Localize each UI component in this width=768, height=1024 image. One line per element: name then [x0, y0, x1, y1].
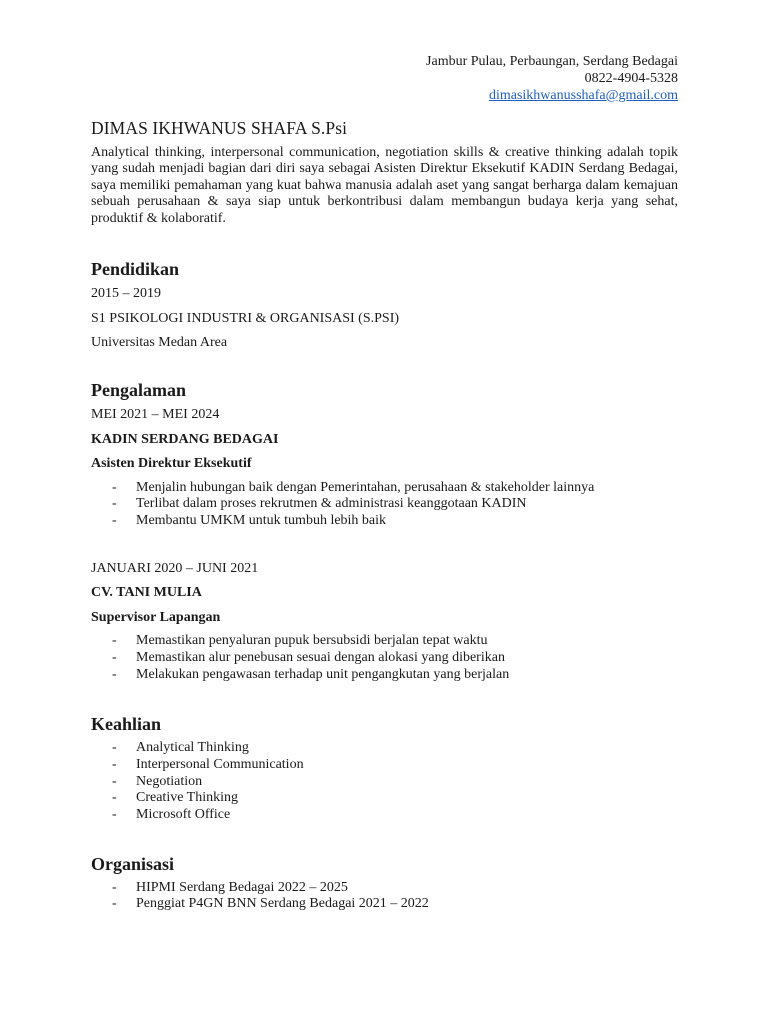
profile-summary: Analytical thinking, interpersonal communication, negotiation skills & creative thinking adalah topik yang sudah menjadi bagian dari diri saya sebagai Asisten Direktur Eksekutif KADIN Serdang Bedagai, saya memiliki pemahaman yang kuat bahwa manusia adalah aset yang sangat berharga dalam kemajuan sebuah perusahaan & saya siap untuk berkontribusi dalam membangun budaya kerja yang sehat, produktif & kolaboratif. [91, 145, 678, 226]
skill-text: Interpersonal Communication [136, 756, 304, 772]
duty-text: Terlibat dalam proses rekrutmen & administrasi keanggotaan KADIN [136, 496, 527, 512]
job-duties-list [91, 480, 678, 530]
job-period: MEI 2021 – MEI 2024 [91, 407, 220, 423]
experience-heading: Pengalaman [91, 380, 187, 401]
list-item [91, 667, 678, 684]
contact-address: Jambur Pulau, Perbaungan, Serdang Bedagai [426, 54, 678, 69]
bullet-dash: - [112, 740, 117, 756]
list-item [91, 807, 678, 824]
job-entry [91, 560, 678, 684]
spacer [91, 530, 678, 560]
duty-text: Memastikan alur penebusan sesuai dengan alokasi yang diberikan [136, 649, 505, 665]
skills-list [91, 740, 678, 824]
organizations-list [91, 880, 678, 913]
education-degree: S1 PSIKOLOGI INDUSTRI & ORGANISASI (S.PSI) [91, 310, 400, 326]
bullet-dash: - [112, 479, 117, 495]
job-period: JANUARI 2020 – JUNI 2021 [91, 560, 259, 576]
list-item [91, 513, 678, 530]
duty-text: Memastikan penyaluran pupuk bersubsidi berjalan tepat waktu [136, 633, 488, 649]
duty-text: Menjalin hubungan baik dengan Pemerintahan, perusahaan & stakeholder lainnya [136, 479, 595, 495]
skills-heading: Keahlian [91, 714, 162, 735]
list-item [91, 496, 678, 513]
organization-text: HIPMI Serdang Bedagai 2022 – 2025 [136, 879, 348, 895]
list-item [91, 650, 678, 667]
contact-email-link[interactable]: dimasikhwanusshafa@gmail.com [488, 88, 678, 103]
job-role: Supervisor Lapangan [91, 609, 221, 625]
skill-text: Creative Thinking [136, 790, 238, 806]
candidate-name: DIMAS IKHWANUS SHAFA S.Psi [91, 118, 348, 138]
skill-text: Negotiation [136, 773, 203, 789]
bullet-dash: - [112, 756, 117, 772]
list-item [91, 896, 678, 913]
education-heading: Pendidikan [91, 259, 180, 280]
job-company: CV. TANI MULIA [91, 585, 202, 601]
bullet-dash: - [112, 633, 117, 649]
resume-page [91, 53, 678, 913]
bullet-dash: - [112, 879, 117, 895]
organization-text: Penggiat P4GN BNN Serdang Bedagai 2021 – 2022 [136, 896, 429, 912]
contact-block [91, 53, 678, 104]
contact-phone: 0822-4904-5328 [584, 71, 678, 86]
job-role: Asisten Direktur Eksekutif [91, 456, 252, 472]
list-item [91, 774, 678, 791]
skill-text: Microsoft Office [136, 807, 231, 823]
bullet-dash: - [112, 773, 117, 789]
bullet-dash: - [112, 790, 117, 806]
bullet-dash: - [112, 807, 117, 823]
education-school: Universitas Medan Area [91, 335, 228, 351]
list-item [91, 790, 678, 807]
list-item [91, 740, 678, 757]
education-period: 2015 – 2019 [91, 286, 161, 302]
list-item [91, 757, 678, 774]
bullet-dash: - [112, 512, 117, 528]
duty-text: Melakukan pengawasan terhadap unit pengangkutan yang berjalan [136, 666, 510, 682]
skill-text: Analytical Thinking [136, 740, 249, 756]
bullet-dash: - [112, 649, 117, 665]
job-duties-list [91, 633, 678, 683]
list-item [91, 880, 678, 897]
job-entry [91, 406, 678, 530]
organizations-heading: Organisasi [91, 853, 175, 874]
list-item [91, 480, 678, 497]
duty-text: Membantu UMKM untuk tumbuh lebih baik [136, 512, 387, 528]
bullet-dash: - [112, 666, 117, 682]
job-company: KADIN SERDANG BEDAGAI [91, 431, 279, 447]
bullet-dash: - [112, 496, 117, 512]
list-item [91, 633, 678, 650]
bullet-dash: - [112, 896, 117, 912]
